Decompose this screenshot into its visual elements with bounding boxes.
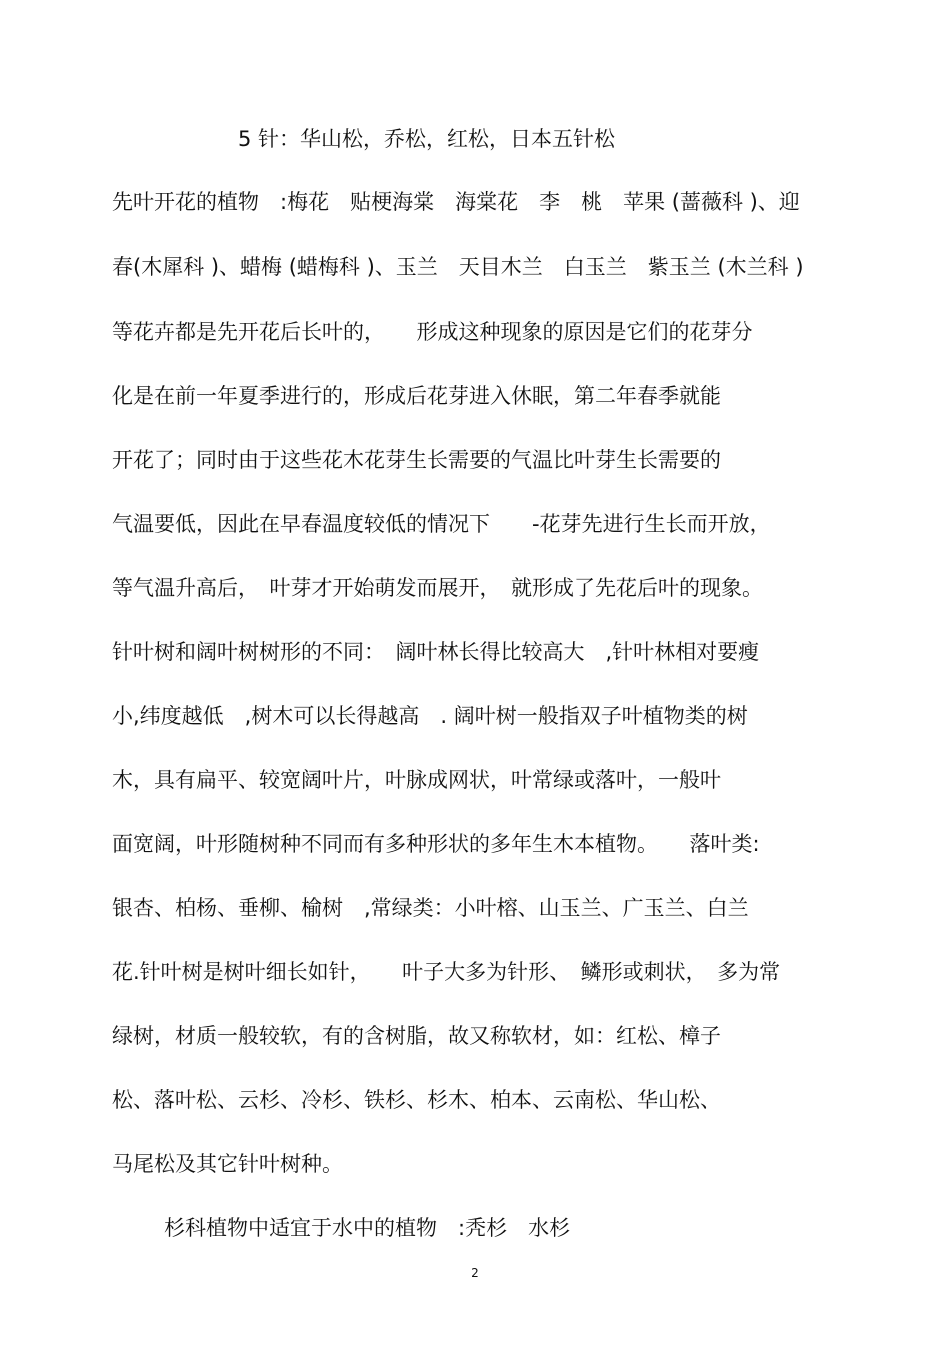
text-line-18: 杉科植物中适宜于水中的植物 :秃杉 水杉	[164, 1216, 571, 1240]
text-line-8: 等气温升高后， 叶芽才开始萌发而展开， 就形成了先花后叶的现象。	[112, 576, 763, 600]
text-line-5: 化是在前一年夏季进行的，形成后花芽进入休眠，第二年春季就能	[112, 384, 721, 408]
text-line-14: 花.针叶树是树叶细长如针， 叶子大多为针形、 鳞形或刺状， 多为常	[112, 960, 781, 984]
text-line-9: 针叶树和阔叶树树形的不同： 阔叶林长得比较高大 ,针叶林相对要瘦	[112, 640, 760, 664]
text-line-1: 5 针：华山松，乔松，红松，日本五针松	[238, 127, 616, 151]
text-line-13: 银杏、柏杨、垂柳、榆树 ,常绿类：小叶榕、山玉兰、广玉兰、白兰	[112, 896, 749, 920]
text-line-12: 面宽阔，叶形随树种不同而有多种形状的多年生木本植物。 落叶类:	[112, 832, 760, 856]
text-line-11: 木，具有扁平、较宽阔叶片，叶脉成网状，叶常绿或落叶，一般叶	[112, 768, 721, 792]
text-line-2: 先叶开花的植物 :梅花 贴梗海棠 海棠花 李 桃 苹果 (蔷薇科 )、迎	[112, 190, 800, 214]
text-line-16: 松、落叶松、云杉、冷杉、铁杉、杉木、柏本、云南松、华山松、	[112, 1088, 721, 1112]
text-line-17: 马尾松及其它针叶树种。	[112, 1152, 343, 1176]
text-line-10: 小,纬度越低 ,树木可以长得越高 . 阔叶树一般指双子叶植物类的树	[112, 704, 748, 728]
text-line-6: 开花了；同时由于这些花木花芽生长需要的气温比叶芽生长需要的	[112, 448, 721, 472]
text-line-3: 春(木犀科 )、蜡梅 (蜡梅科 )、玉兰 天目木兰 白玉兰 紫玉兰 (木兰科 )	[112, 255, 804, 279]
text-line-4: 等花卉都是先开花后长叶的， 形成这种现象的原因是它们的花芽分	[112, 320, 753, 344]
text-line-15: 绿树，材质一般较软，有的含树脂，故又称软材，如：红松、樟子	[112, 1024, 721, 1048]
page-number: 2	[471, 1266, 479, 1280]
text-line-7: 气温要低，因此在早春温度较低的情况下 -花芽先进行生长而开放，	[112, 512, 771, 536]
